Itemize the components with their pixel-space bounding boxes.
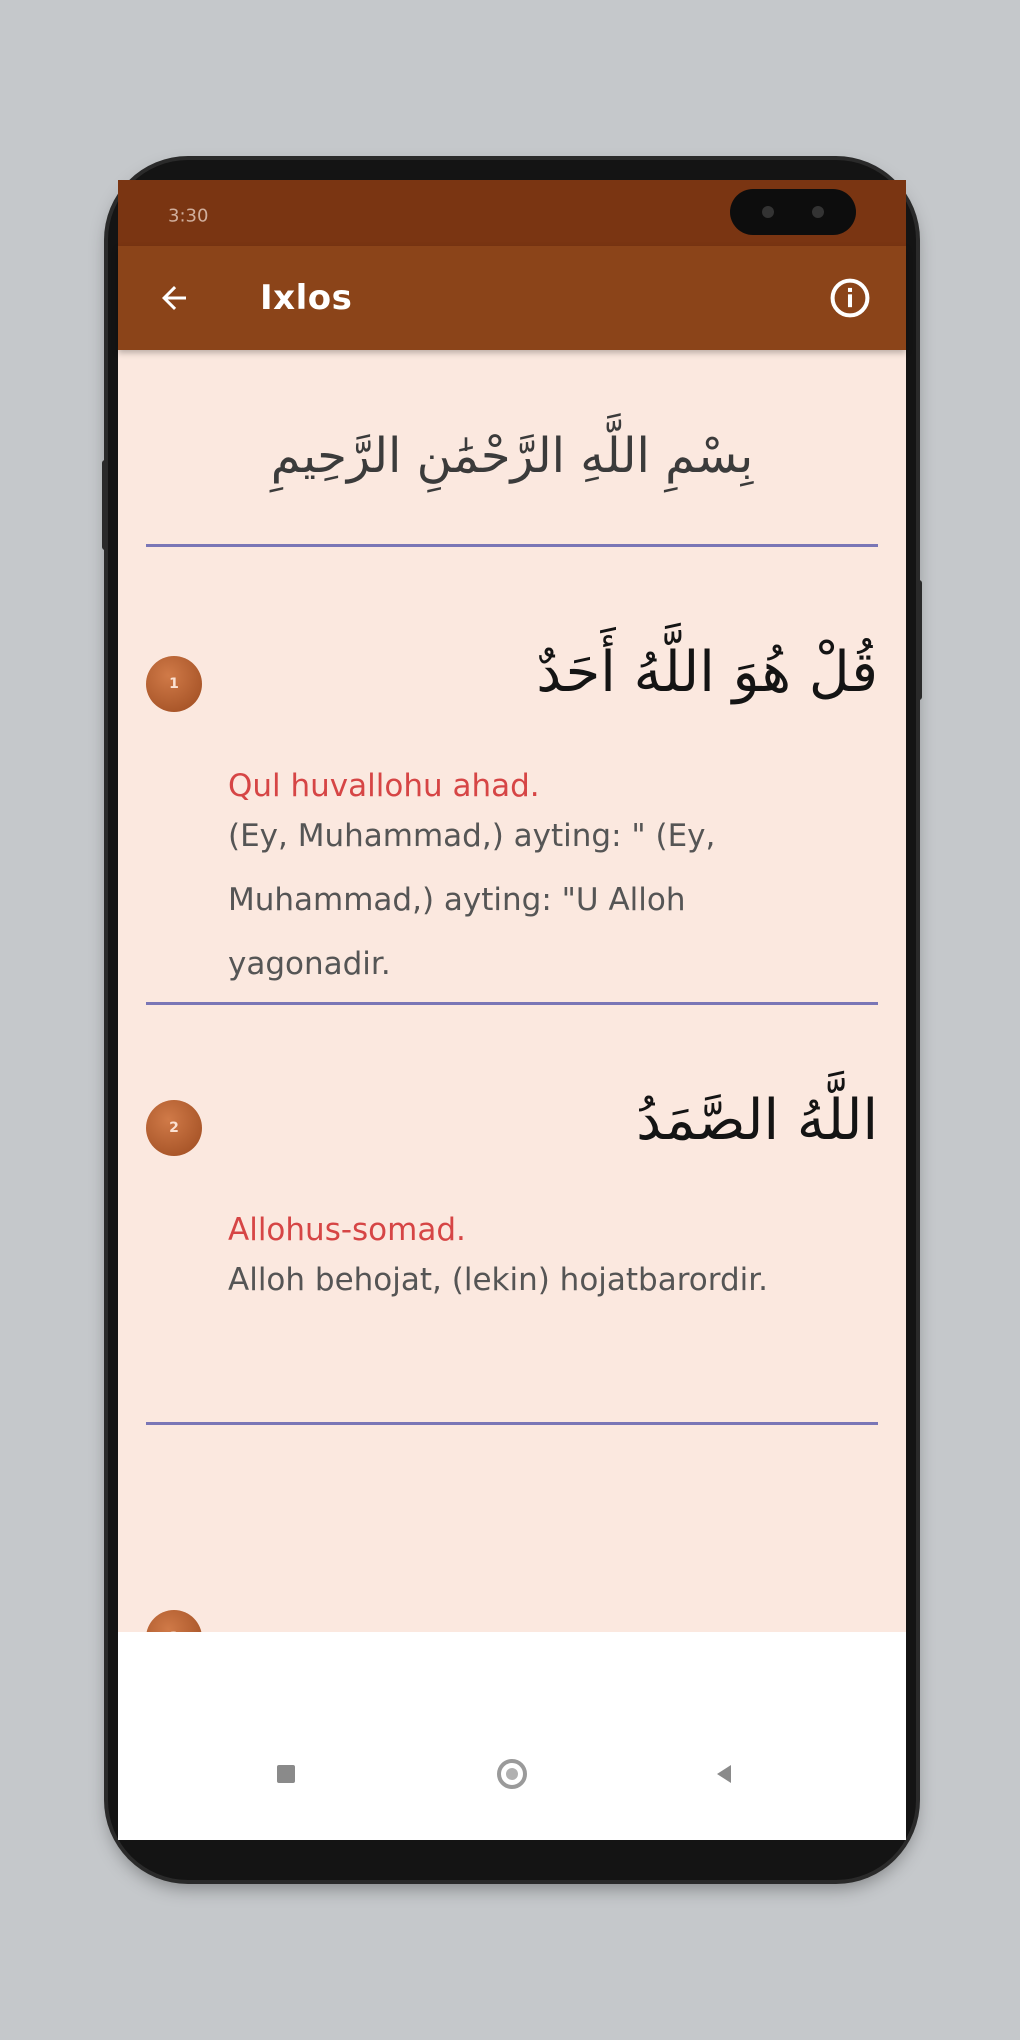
square-icon	[273, 1761, 299, 1787]
ayah-transliteration: Qul huvallohu ahad.	[228, 768, 540, 804]
recents-button[interactable]	[256, 1744, 316, 1804]
circle-icon	[495, 1757, 529, 1791]
ayah-arabic-text: قُلْ هُوَ اللَّهُ أَحَدٌ	[536, 640, 878, 705]
nav-back-button[interactable]	[694, 1744, 754, 1804]
triangle-icon	[711, 1761, 737, 1787]
app-bar	[118, 246, 906, 350]
volume-button	[102, 460, 108, 550]
home-button[interactable]	[482, 1744, 542, 1804]
power-button	[916, 580, 922, 700]
arrow-left-icon	[156, 280, 192, 316]
phone-screen	[118, 180, 906, 1840]
system-nav-bar	[118, 1632, 906, 1840]
divider	[146, 544, 878, 547]
ayah-transliteration: Allohus-somad.	[228, 1212, 466, 1248]
ayah-arabic-text: اللَّهُ الصَّمَدُ	[636, 1088, 878, 1153]
divider	[146, 1422, 878, 1425]
ayah-number-badge: 1	[146, 656, 202, 712]
surah-content[interactable]	[118, 350, 906, 1632]
front-camera	[730, 189, 856, 235]
info-icon	[828, 276, 872, 320]
ayah-translation: Alloh behojat, (lekin) hojatbarordir.	[228, 1262, 769, 1298]
status-time: 3:30	[168, 205, 209, 227]
bismillah: بِسْمِ اللَّهِ الرَّحْمَٰنِ الرَّحِيمِ	[270, 428, 754, 484]
divider	[146, 1002, 878, 1005]
status-bar	[118, 180, 906, 246]
ayah-translation: (Ey, Muhammad,) ayting: " (Ey, Muhammad,) ayting: "U Alloh yagonadir.	[228, 818, 716, 982]
page-title: Ixlos	[260, 278, 353, 318]
ayah-number-badge: 2	[146, 1100, 202, 1156]
back-button[interactable]	[146, 270, 202, 326]
info-button[interactable]	[822, 270, 878, 326]
